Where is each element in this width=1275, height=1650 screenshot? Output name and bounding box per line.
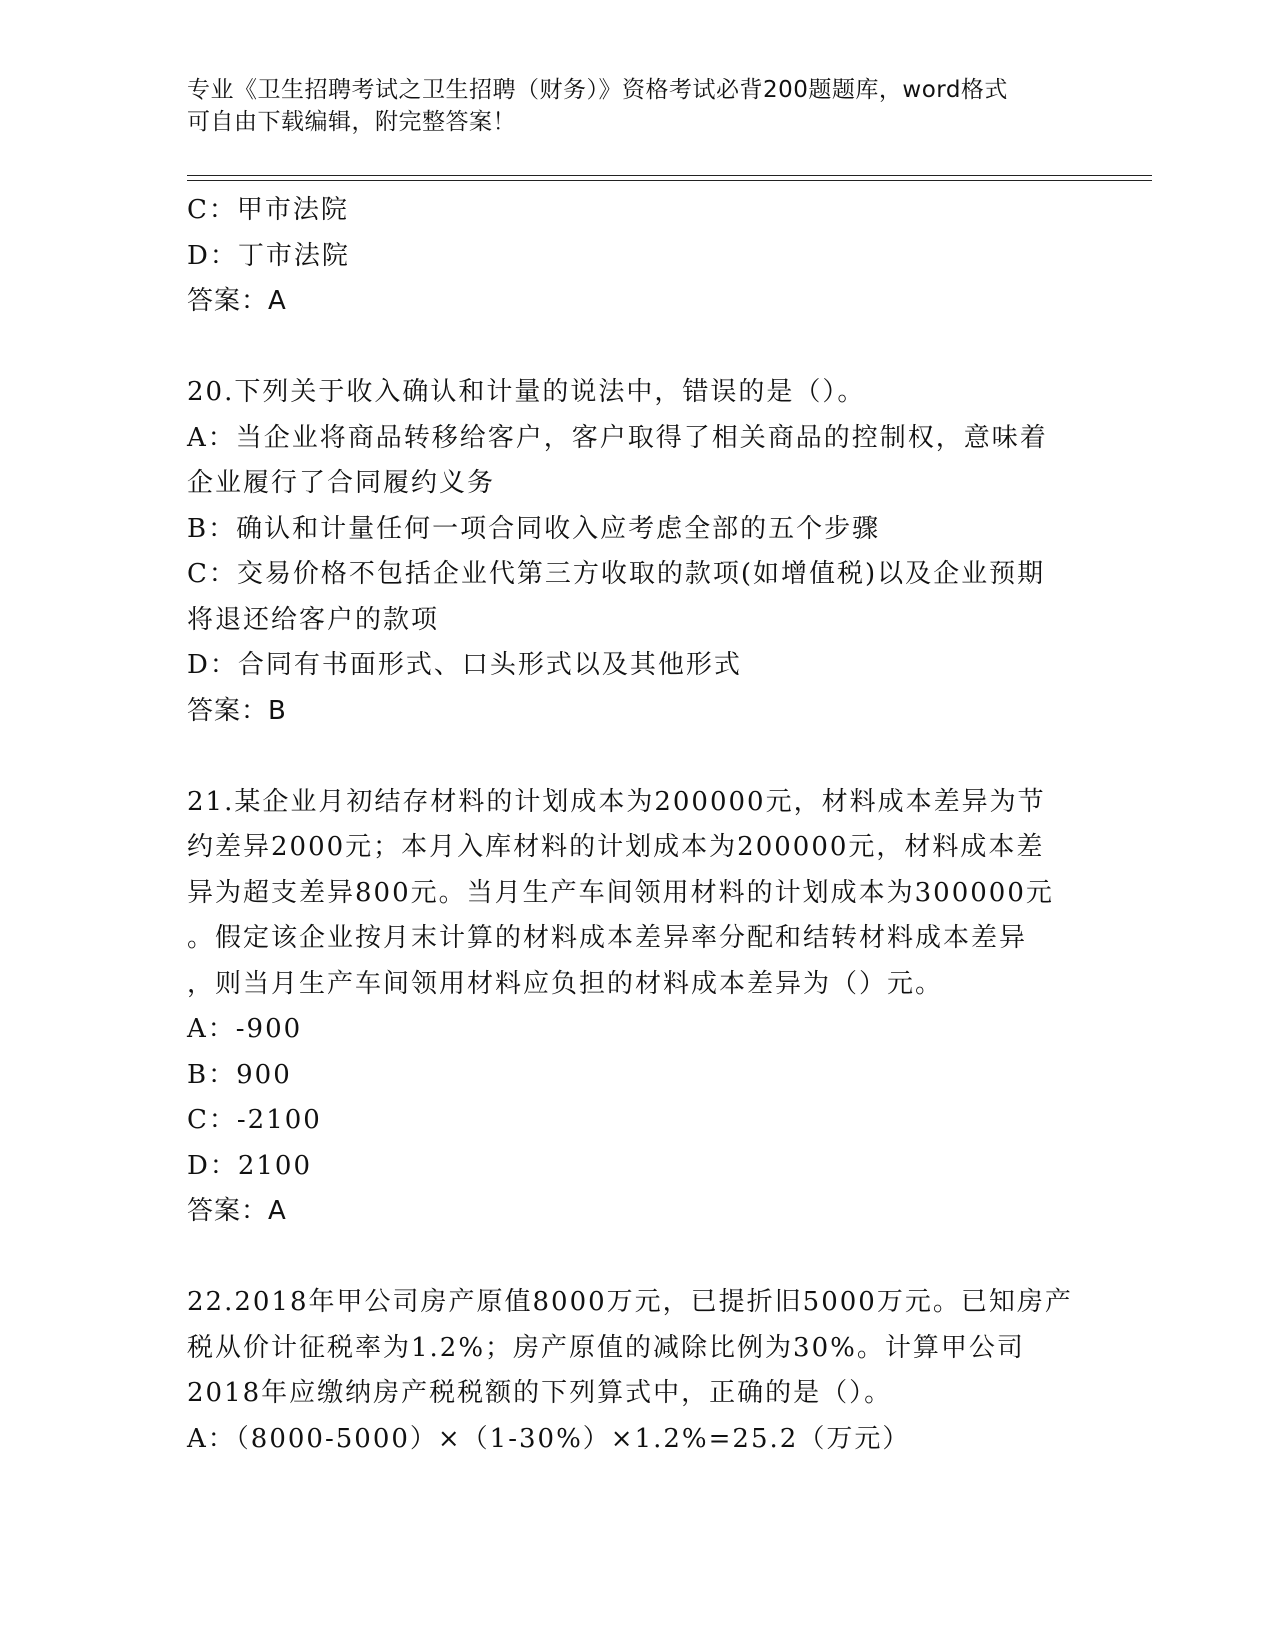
option-d: D：2100 bbox=[187, 1150, 313, 1181]
header-line-2: 可自由下载编辑，附完整答案！ bbox=[187, 109, 516, 135]
option-d: D：丁市法院 bbox=[187, 240, 350, 271]
header-divider-top bbox=[187, 175, 1152, 176]
option-b: B：900 bbox=[187, 1059, 292, 1090]
option-c: C：甲市法院 bbox=[187, 195, 349, 225]
question-stem-continued: 约差异2000元；本月入库材料的计划成本为200000元，材料成本差 bbox=[187, 832, 1045, 862]
answer: 答案：A bbox=[187, 1196, 287, 1226]
option-a: A：（8000-5000）×（1-30%）×1.2%=25.2（万元） bbox=[187, 1423, 911, 1454]
header-line-1: 专业《卫生招聘考试之卫生招聘（财务）》资格考试必背200题题库，word格式 bbox=[187, 77, 1008, 103]
option-c: C：-2100 bbox=[187, 1105, 322, 1135]
question-21 bbox=[187, 780, 1087, 1235]
question-stem-continued: ，则当月生产车间领用材料应负担的材料成本差异为（）元。 bbox=[187, 968, 944, 999]
header-divider-bottom bbox=[187, 180, 1152, 181]
option-c-continued: 将退还给客户的款项 bbox=[187, 604, 440, 635]
document-body bbox=[187, 188, 1087, 1462]
option-a: A：-900 bbox=[187, 1014, 303, 1044]
question-stem: 21.某企业月初结存材料的计划成本为200000元，材料成本差异为节 bbox=[187, 786, 1046, 817]
answer: 答案：A bbox=[187, 286, 287, 316]
answer: 答案：B bbox=[187, 695, 287, 726]
spacer bbox=[187, 734, 1087, 780]
option-b: B：确认和计量任何一项合同收入应考虑全部的五个步骤 bbox=[187, 513, 881, 544]
question-stem-continued: 。假定该企业按月末计算的材料成本差异率分配和结转材料成本差异 bbox=[187, 923, 1028, 953]
question-22 bbox=[187, 1280, 1087, 1462]
question-stem-continued: 税从价计征税率为1.2%；房产原值的减除比例为30%。计算甲公司 bbox=[187, 1332, 1025, 1363]
question-stem: 20.下列关于收入确认和计量的说法中，错误的是（）。 bbox=[187, 377, 866, 407]
question-20 bbox=[187, 370, 1087, 734]
spacer bbox=[187, 1235, 1087, 1281]
option-a: A：当企业将商品转移给客户，客户取得了相关商品的控制权，意味着 bbox=[187, 422, 1048, 453]
document-header bbox=[187, 74, 1087, 138]
option-c: C：交易价格不包括企业代第三方收取的款项(如增值税)以及企业预期 bbox=[187, 559, 1046, 589]
question-stem-continued: 异为超支差异800元。当月生产车间领用材料的计划成本为300000元 bbox=[187, 877, 1054, 908]
spacer bbox=[187, 325, 1087, 371]
question-stem-continued: 2018年应缴纳房产税税额的下列算式中，正确的是（）。 bbox=[187, 1378, 893, 1408]
option-d: D：合同有书面形式、口头形式以及其他形式 bbox=[187, 650, 742, 680]
question-19-tail bbox=[187, 188, 1087, 325]
question-stem: 22.2018年甲公司房产原值8000万元，已提折旧5000万元。已知房产 bbox=[187, 1287, 1073, 1317]
option-a-continued: 企业履行了合同履约义务 bbox=[187, 468, 496, 498]
